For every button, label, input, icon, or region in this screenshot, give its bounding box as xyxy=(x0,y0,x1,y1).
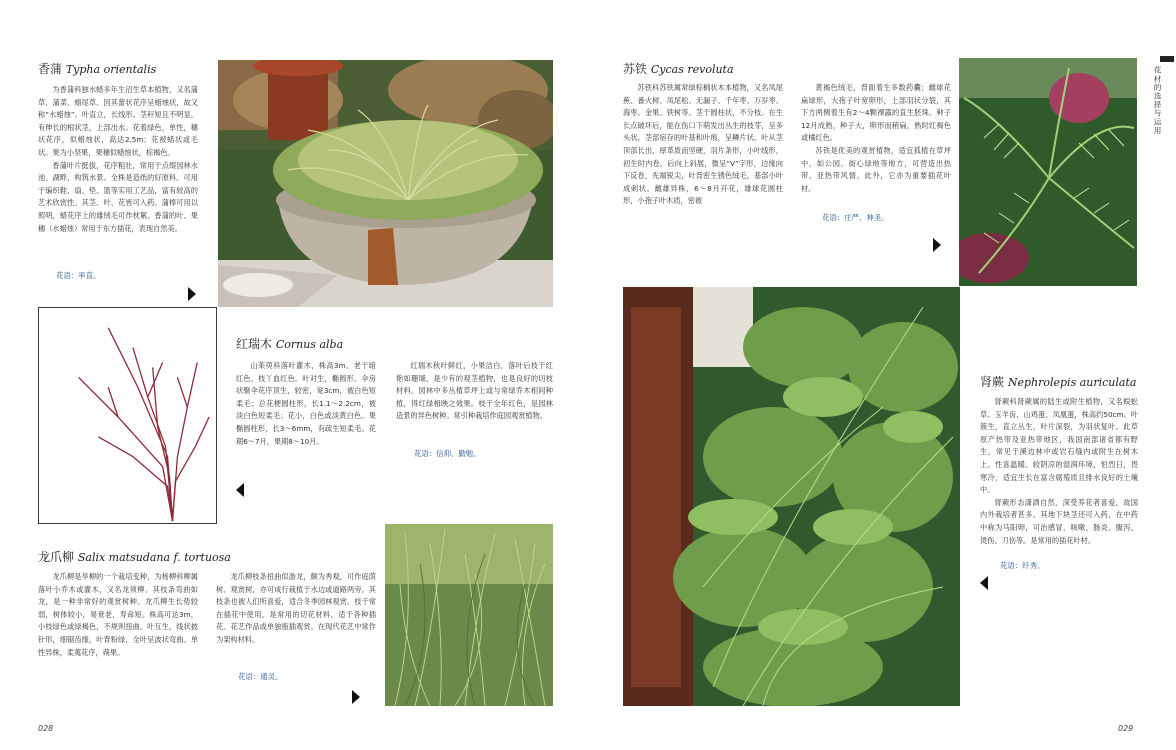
cycas-photo xyxy=(959,58,1137,286)
typha-body xyxy=(38,84,198,260)
section-tab-marker xyxy=(1160,56,1174,62)
cornus-body-col2 xyxy=(396,360,553,436)
typha-title-cn: 香蒲 xyxy=(38,62,63,76)
nephrolepis-flower-language: 花语：纤秀。 xyxy=(1000,561,1045,570)
cycas-paragraph: 苏铁科苏铁属常绿棕榈状木本植物，又名凤尾蕉、番火树、凤尾松、无漏子、千年枣、万岁枣、海枣、金果、铁树等。茎干圆柱状，不分枝。在生长点破坏后，能在伤口下萌发出丛生的枝芽，呈多头状。茎部宿存的叶基和叶痕，呈鳞片状。叶从茎顶部长出，厚革质而坚硬，羽片条形，小叶线形，初生时内卷，后向上斜展，微呈“V”字形，边缘向下反卷，先端锐尖，叶背密生锈色绒毛，基部小叶成刺状。雌雄异株，6～8月开花，雄球花圆柱形，小孢子叶木质，密被 xyxy=(623,83,783,206)
typha-title-latin: Typha orientalis xyxy=(65,63,157,76)
typha-flower-language: 花语：率直。 xyxy=(56,271,101,280)
nephrolepis-title-cn: 肾蕨 xyxy=(980,375,1005,389)
cycas-title-latin: Cycas revoluta xyxy=(650,63,734,76)
salix-flower-language: 花语：通灵。 xyxy=(238,672,283,681)
section-tab-label: 花材的选择与运用 xyxy=(1153,66,1162,135)
nephrolepis-title xyxy=(980,373,1136,390)
salix-title-latin: Salix matsudana f. tortuosa xyxy=(77,551,231,564)
salix-body-col2 xyxy=(216,571,376,659)
nephrolepis-paragraph: 肾蕨形态潇洒自然，深受养花者喜爱，故国内外栽培者甚多。其地下块茎还可入药，在中药中称为马阳卵，可治感冒、咳嗽、肠炎、腹泻、烫伤、刀伤等。是常用的插花叶材。 xyxy=(980,497,1138,545)
salix-body-col1 xyxy=(38,571,198,671)
cycas-body-col1 xyxy=(623,82,783,222)
cornus-body-col1 xyxy=(236,360,376,460)
cornus-photo xyxy=(38,307,217,524)
cycas-body-col2 xyxy=(801,82,951,200)
previous-arrow-icon xyxy=(236,483,244,497)
cycas-flower-language: 花语：庄严、神圣。 xyxy=(822,213,889,222)
right-page-number: 029 xyxy=(1118,724,1134,733)
nephrolepis-photo xyxy=(623,287,960,706)
salix-title xyxy=(38,548,231,565)
nephrolepis-paragraph: 肾蕨科肾蕨属的陆生或附生植物，又名蜈蚣草、玉羊齿、山鸡蛋、凤凰蛋，株高约50cm。叶簇生，直立丛生，叶片深裂，为羽状复叶。此草原产热带及亚热带地区，我国南部诸省都有野生，常见于溪边林中或岩石缝内或附生在树木上。性喜温暖、较阴凉的湿润环境，怕烈日，畏寒冷，适宜生长在富含腐殖质且排水良好的土壤中。 xyxy=(980,397,1138,495)
cycas-title-cn: 苏铁 xyxy=(623,62,648,76)
salix-title-cn: 龙爪柳 xyxy=(38,550,75,564)
cycas-paragraph: 苏铁是优美的观赏植物，适宜孤植在草坪中，如公园、街心绿地等地方，可营造出热带、亚热带风情。此外，它亦为重要插花叶材。 xyxy=(801,145,951,193)
salix-paragraph: 龙爪柳枝条扭曲似游龙，颇为秀观，可作庭荫树、观赏树，亦可成行栽植于水边或道路两旁。其枝条也被人们所喜爱，适合冬季园林观赏。枝干常在插花中使用，是常用的切花材料，适于各种插花、花艺作品或单独瓶插观赏。在现代花艺中常作为架构材料。 xyxy=(216,572,376,644)
typha-title xyxy=(38,60,156,77)
cornus-title-cn: 红瑞木 xyxy=(236,337,273,351)
cornus-title xyxy=(236,335,343,352)
nephrolepis-title-latin: Nephrolepis auriculata xyxy=(1007,376,1137,389)
left-page-number: 028 xyxy=(38,724,54,733)
salix-photo xyxy=(385,524,553,706)
salix-paragraph: 龙爪柳是旱柳的一个栽培变种，为杨柳科柳属落叶小乔木或灌木，又名龙须柳。其枝条弯曲如龙，是一种非常好的观赏树种。龙爪柳生长势较弱，树体较小，易衰老，寿命短。株高可达3m，小枝绿色或绿褐色，不规则扭曲。叶互生，线状披针形，细锯齿缘，叶背粉绿，全叶呈波状弯曲。单性异株，柔荑花序，蒴果。 xyxy=(38,572,198,657)
cornus-flower-language: 花语：信仰、勤勉。 xyxy=(414,449,481,458)
next-arrow-icon xyxy=(188,287,196,301)
next-arrow-icon xyxy=(352,690,360,704)
cycas-paragraph: 黄褐色绒毛，背面着生多数药囊；雌球花扁球形，大孢子叶宽卵形，上部羽状分裂，其下方两侧着生有2～4颗裸露的直生胚珠。种子12月成熟，种子大，卵形而稍扁，熟时红褐色或橘红色。 xyxy=(801,83,951,143)
next-arrow-icon xyxy=(933,238,941,252)
nephrolepis-body xyxy=(980,396,1138,548)
cornus-paragraph: 红瑞木秋叶鲜红，小果洁白，落叶后枝干红艳如珊瑚，是少有的观茎植物，也是良好的切枝材料。园林中多丛植草坪上或与常绿乔木相间种植，得红绿相映之效果。枝干全年红色，是园林造景的异色树种。常引种栽培作庭园观赏植物。 xyxy=(396,361,553,421)
typha-paragraph: 为香蒲科独水蜡多年生沼生草本植物，又名蒲草、蒲菜、蜡尾草。因其蕾状花序呈蜡烛状，故又称“水蜡烛”。叶直立，长线形。茎秆短且不明显，有伸长的根状茎，上部出水。花着绿色，单性，穗状花序，似蜡烛状，高达2.5m；花被蜡状或毛状。果为小坚果，果穗似蜡烛状，棕褐色。 xyxy=(38,85,198,157)
cornus-paragraph: 山茱萸科落叶灌木，株高3m。老干暗红色，枝丫血红色。叶对生，椭圆形。伞房状聚伞花序顶生，较密，宽3cm，被白色短柔毛；总花梗圆柱形，长1.1～2.2cm，被淡白色短柔毛；花小，白色或淡黄白色。果椭圆柱形，长3～6mm，有疏生短柔毛。花期6～7月，果期8～10月。 xyxy=(236,361,376,446)
typha-paragraph: 香蒲叶片挺拔，花序粗壮，常用于点缀园林水池、湖畔，构筑水景。全株是造纸的好原料。可用于编织鞋、扇、垫、篮等实用工艺品，富有较高的艺术欣赏性。其茎、叶、花皆可入药。蒲棒可用以照明，蜡花序上的雄绒毛可作枕絮。香蒲的叶、果穗（水蜡烛）常用于东方插花，表现自然美。 xyxy=(38,160,198,233)
cycas-title xyxy=(623,60,734,77)
typha-photo xyxy=(218,60,553,307)
previous-arrow-icon xyxy=(980,576,988,590)
cornus-title-latin: Cornus alba xyxy=(275,338,344,351)
